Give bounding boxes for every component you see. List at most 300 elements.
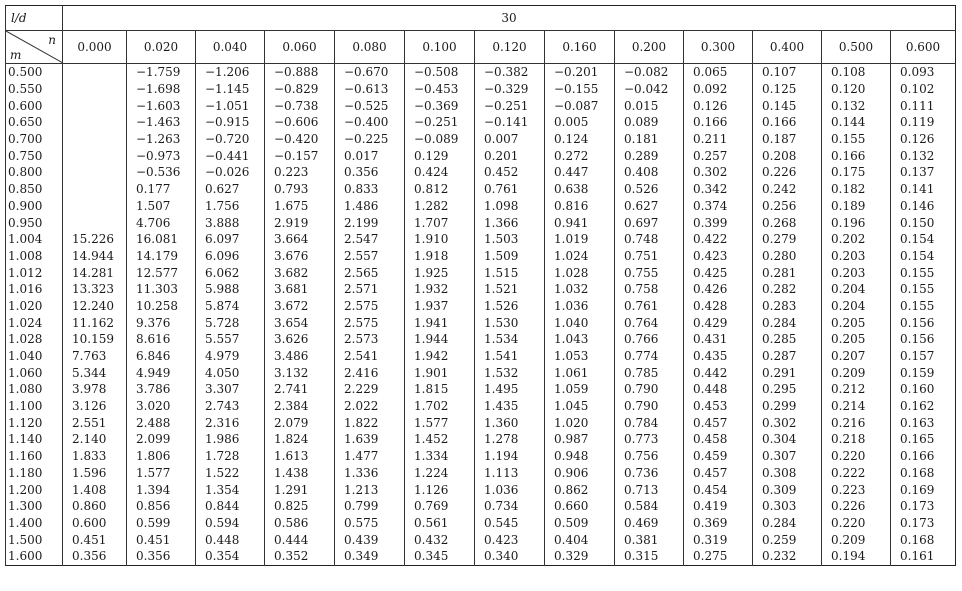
table-cell: 0.457 (684, 465, 753, 482)
table-cell: −0.536 (127, 164, 196, 181)
table-cell: 0.157 (891, 348, 956, 365)
table-cell: −0.508 (405, 64, 475, 81)
table-cell: 0.232 (753, 548, 822, 565)
table-cell: 1.019 (545, 231, 615, 248)
table-cell: 2.488 (127, 414, 196, 431)
table-cell: 0.166 (822, 147, 891, 164)
n-header-cell: 0.300 (684, 31, 753, 64)
table-cell: 0.736 (615, 465, 684, 482)
table-cell: 0.092 (684, 81, 753, 98)
table-cell: 1.639 (335, 431, 405, 448)
table-cell: 0.093 (891, 64, 956, 81)
table-cell: 0.209 (822, 531, 891, 548)
table-cell: 0.784 (615, 414, 684, 431)
table-cell: −0.201 (545, 64, 615, 81)
table-cell: 0.860 (63, 498, 127, 515)
table-cell: 2.551 (63, 414, 127, 431)
table-cell: 10.258 (127, 298, 196, 315)
table-cell: 1.756 (196, 198, 265, 215)
table-cell: 3.682 (265, 264, 335, 281)
table-cell: 0.160 (891, 381, 956, 398)
table-cell: 1.521 (475, 281, 545, 298)
table-cell: 0.111 (891, 97, 956, 114)
table-cell: 0.145 (753, 97, 822, 114)
table-cell: 0.223 (822, 481, 891, 498)
table-cell: 3.681 (265, 281, 335, 298)
table-cell: 4.706 (127, 214, 196, 231)
table-cell: 1.824 (265, 431, 335, 448)
table-cell: 2.565 (335, 264, 405, 281)
table-cell: 1.394 (127, 481, 196, 498)
table-cell: 1.932 (405, 281, 475, 298)
table-cell: 2.229 (335, 381, 405, 398)
table-cell: 0.226 (753, 164, 822, 181)
table-cell: 3.664 (265, 231, 335, 248)
table-cell: 0.203 (822, 264, 891, 281)
table-cell: 1.707 (405, 214, 475, 231)
m-value-cell: 0.950 (6, 214, 63, 231)
table-cell: 1.833 (63, 448, 127, 465)
table-cell: 0.444 (265, 531, 335, 548)
table-cell: 1.354 (196, 481, 265, 498)
table-cell: −0.613 (335, 81, 405, 98)
table-cell: −1.145 (196, 81, 265, 98)
table-cell: 0.354 (196, 548, 265, 565)
table-cell: 0.214 (822, 398, 891, 415)
table-cell: 10.159 (63, 331, 127, 348)
table-cell: 2.557 (335, 248, 405, 265)
table-cell: 0.257 (684, 147, 753, 164)
table-cell: −0.525 (335, 97, 405, 114)
table-cell: 0.408 (615, 164, 684, 181)
table-cell: 0.202 (822, 231, 891, 248)
table-cell: 2.199 (335, 214, 405, 231)
table-cell: 0.168 (891, 531, 956, 548)
table-cell: 1.925 (405, 264, 475, 281)
table-cell: 1.126 (405, 481, 475, 498)
table-cell: 0.259 (753, 531, 822, 548)
table-cell: −1.603 (127, 97, 196, 114)
table-cell: 0.435 (684, 348, 753, 365)
table-row (6, 448, 956, 465)
m-value-cell: 1.024 (6, 314, 63, 331)
table-cell: 1.061 (545, 364, 615, 381)
table-cell: 11.162 (63, 314, 127, 331)
table-cell: 0.308 (753, 465, 822, 482)
table-cell: −1.263 (127, 131, 196, 148)
table-cell: 1.901 (405, 364, 475, 381)
table-cell: 2.079 (265, 414, 335, 431)
table-cell: 0.356 (127, 548, 196, 565)
table-cell: 15.226 (63, 231, 127, 248)
table-cell: 1.526 (475, 298, 545, 315)
table-cell: −0.087 (545, 97, 615, 114)
table-cell: −0.157 (265, 147, 335, 164)
table-row (6, 97, 956, 114)
table-cell: 1.438 (265, 465, 335, 482)
table-cell: 0.209 (822, 364, 891, 381)
table-cell: 5.344 (63, 364, 127, 381)
table-cell: 1.910 (405, 231, 475, 248)
table-cell: 0.761 (615, 298, 684, 315)
table-cell: 0.309 (753, 481, 822, 498)
table-cell: 0.600 (63, 515, 127, 532)
table-cell: 0.177 (127, 181, 196, 198)
table-cell (63, 131, 127, 148)
table-row (6, 214, 956, 231)
table-cell: 3.676 (265, 248, 335, 265)
table-cell: 0.102 (891, 81, 956, 98)
table-cell: 0.299 (753, 398, 822, 415)
m-value-cell: 0.650 (6, 114, 63, 131)
table-cell: 0.166 (753, 114, 822, 131)
table-cell: 0.129 (405, 147, 475, 164)
table-cell: 1.530 (475, 314, 545, 331)
table-cell: 0.287 (753, 348, 822, 365)
table-cell: −0.829 (265, 81, 335, 98)
m-value-cell: 1.080 (6, 381, 63, 398)
table-cell: 0.304 (753, 431, 822, 448)
m-value-cell: 1.160 (6, 448, 63, 465)
m-value-cell: 0.900 (6, 198, 63, 215)
table-cell: 0.283 (753, 298, 822, 315)
table-cell: 0.586 (265, 515, 335, 532)
table-cell: 1.477 (335, 448, 405, 465)
table-cell: 0.181 (615, 131, 684, 148)
table-cell: 1.036 (545, 298, 615, 315)
table-cell: 0.137 (891, 164, 956, 181)
table-cell: 0.166 (684, 114, 753, 131)
header-row-ld (6, 6, 956, 31)
m-value-cell: 1.180 (6, 465, 63, 482)
table-cell: −0.155 (545, 81, 615, 98)
table-cell: 1.452 (405, 431, 475, 448)
table-cell: 14.281 (63, 264, 127, 281)
table-cell: 0.205 (822, 314, 891, 331)
table-row (6, 431, 956, 448)
table-cell: 0.329 (545, 548, 615, 565)
table-cell (63, 147, 127, 164)
table-cell (63, 81, 127, 98)
table-cell: 0.352 (265, 548, 335, 565)
header-row-n (6, 31, 956, 64)
table-row (6, 414, 956, 431)
table-cell: 2.140 (63, 431, 127, 448)
table-cell: 0.211 (684, 131, 753, 148)
table-cell: −0.082 (615, 64, 684, 81)
n-header-cell: 0.200 (615, 31, 684, 64)
table-cell: 0.764 (615, 314, 684, 331)
table-cell: 4.050 (196, 364, 265, 381)
table-cell (63, 97, 127, 114)
table-cell: 5.557 (196, 331, 265, 348)
m-value-cell: 1.008 (6, 248, 63, 265)
n-symbol: n (48, 33, 56, 47)
table-cell: 0.790 (615, 398, 684, 415)
table-cell: 0.182 (822, 181, 891, 198)
table-cell: −0.888 (265, 64, 335, 81)
table-cell: −0.329 (475, 81, 545, 98)
table-cell: 0.168 (891, 465, 956, 482)
table-cell: −0.141 (475, 114, 545, 131)
table-cell: 3.307 (196, 381, 265, 398)
table-cell: 0.120 (822, 81, 891, 98)
table-cell: 0.165 (891, 431, 956, 448)
table-cell: −1.759 (127, 64, 196, 81)
table-cell: 2.741 (265, 381, 335, 398)
table-cell: 12.577 (127, 264, 196, 281)
n-header-cell: 0.000 (63, 31, 127, 64)
table-cell: 7.763 (63, 348, 127, 365)
table-cell: 0.201 (475, 147, 545, 164)
table-cell: 1.040 (545, 314, 615, 331)
table-cell: −1.051 (196, 97, 265, 114)
table-row (6, 515, 956, 532)
table-cell: −0.738 (265, 97, 335, 114)
n-header-cell: 0.400 (753, 31, 822, 64)
table-cell: 1.577 (405, 414, 475, 431)
table-cell: 0.205 (822, 331, 891, 348)
table-cell: 0.132 (891, 147, 956, 164)
table-cell: 0.816 (545, 198, 615, 215)
n-header-cell: 0.160 (545, 31, 615, 64)
table-cell: 0.194 (822, 548, 891, 565)
table-row (6, 231, 956, 248)
table-cell: 0.369 (684, 515, 753, 532)
table-cell: 0.756 (615, 448, 684, 465)
table-cell: −1.206 (196, 64, 265, 81)
n-header-cell: 0.500 (822, 31, 891, 64)
table-cell (63, 64, 127, 81)
table-cell: 0.150 (891, 214, 956, 231)
ld-value-header: 30 (63, 6, 956, 31)
table-cell: 0.431 (684, 331, 753, 348)
table-cell: 16.081 (127, 231, 196, 248)
table-cell: 0.226 (822, 498, 891, 515)
m-value-cell: 1.300 (6, 498, 63, 515)
table-cell: 1.278 (475, 431, 545, 448)
table-cell: 1.806 (127, 448, 196, 465)
table-cell: 6.097 (196, 231, 265, 248)
table-cell: 0.755 (615, 264, 684, 281)
table-cell: 0.204 (822, 298, 891, 315)
coefficient-table (5, 5, 956, 566)
table-cell: 0.220 (822, 515, 891, 532)
table-cell: 0.424 (405, 164, 475, 181)
m-value-cell: 1.100 (6, 398, 63, 415)
table-cell: 2.573 (335, 331, 405, 348)
table-cell: 0.452 (475, 164, 545, 181)
table-cell: 0.279 (753, 231, 822, 248)
table-cell: 0.799 (335, 498, 405, 515)
table-cell: 0.509 (545, 515, 615, 532)
table-cell: 0.423 (684, 248, 753, 265)
m-value-cell: 1.028 (6, 331, 63, 348)
table-cell: 0.161 (891, 548, 956, 565)
table-cell: 1.334 (405, 448, 475, 465)
table-row (6, 281, 956, 298)
table-cell: 2.022 (335, 398, 405, 415)
table-cell: 0.451 (63, 531, 127, 548)
table-cell: 1.036 (475, 481, 545, 498)
table-cell: 0.453 (684, 398, 753, 415)
table-cell: 0.948 (545, 448, 615, 465)
table-cell: 0.242 (753, 181, 822, 198)
table-cell: −0.400 (335, 114, 405, 131)
table-cell: 0.155 (822, 131, 891, 148)
table-row (6, 181, 956, 198)
table-cell: 0.154 (891, 248, 956, 265)
table-cell: 0.208 (753, 147, 822, 164)
table-cell: 0.627 (196, 181, 265, 198)
table-cell: 2.384 (265, 398, 335, 415)
table-cell: 0.790 (615, 381, 684, 398)
m-value-cell: 0.750 (6, 147, 63, 164)
table-cell: −0.720 (196, 131, 265, 148)
table-cell: 0.793 (265, 181, 335, 198)
table-cell: −0.670 (335, 64, 405, 81)
table-cell: −1.698 (127, 81, 196, 98)
table-cell: 0.203 (822, 248, 891, 265)
table-cell: 0.457 (684, 414, 753, 431)
n-header-cell: 0.020 (127, 31, 196, 64)
table-cell: 1.032 (545, 281, 615, 298)
table-row (6, 364, 956, 381)
table-cell: −0.089 (405, 131, 475, 148)
table-row (6, 348, 956, 365)
table-cell: 9.376 (127, 314, 196, 331)
table-cell: 0.141 (891, 181, 956, 198)
table-row (6, 81, 956, 98)
table-row (6, 398, 956, 415)
table-cell: 0.941 (545, 214, 615, 231)
table-cell: 0.159 (891, 364, 956, 381)
table-cell: 1.577 (127, 465, 196, 482)
table-row (6, 298, 956, 315)
table-cell: 0.748 (615, 231, 684, 248)
table-cell: 0.204 (822, 281, 891, 298)
m-symbol: m (10, 48, 22, 62)
table-cell: 1.336 (335, 465, 405, 482)
table-cell: 0.345 (405, 548, 475, 565)
table-cell: −0.225 (335, 131, 405, 148)
n-header-cell: 0.080 (335, 31, 405, 64)
table-row (6, 264, 956, 281)
table-cell: 1.596 (63, 465, 127, 482)
table-cell: 0.774 (615, 348, 684, 365)
table-cell: 1.532 (475, 364, 545, 381)
table-cell: 0.005 (545, 114, 615, 131)
table-cell: 2.919 (265, 214, 335, 231)
table-row (6, 198, 956, 215)
table-cell: 0.173 (891, 515, 956, 532)
n-header-cell: 0.600 (891, 31, 956, 64)
table-row (6, 131, 956, 148)
table-cell: 0.442 (684, 364, 753, 381)
table-cell: 0.451 (127, 531, 196, 548)
table-cell: 5.988 (196, 281, 265, 298)
table-cell: 0.173 (891, 498, 956, 515)
table-cell: 0.734 (475, 498, 545, 515)
table-cell: 0.825 (265, 498, 335, 515)
table-cell: 3.654 (265, 314, 335, 331)
m-value-cell: 1.012 (6, 264, 63, 281)
table-cell: 0.862 (545, 481, 615, 498)
table-cell: 0.987 (545, 431, 615, 448)
table-cell: 0.272 (545, 147, 615, 164)
table-cell: 1.503 (475, 231, 545, 248)
table-row (6, 64, 956, 81)
table-cell: 0.156 (891, 331, 956, 348)
table-cell: 0.627 (615, 198, 684, 215)
table-cell: 0.291 (753, 364, 822, 381)
table-cell: 3.786 (127, 381, 196, 398)
table-cell: 5.728 (196, 314, 265, 331)
table-cell: −0.026 (196, 164, 265, 181)
m-value-cell: 1.060 (6, 364, 63, 381)
table-cell: 1.020 (545, 414, 615, 431)
table-cell: 0.166 (891, 448, 956, 465)
table-cell: 1.366 (475, 214, 545, 231)
table-cell: 0.007 (475, 131, 545, 148)
table-cell: −0.915 (196, 114, 265, 131)
table-cell: 1.937 (405, 298, 475, 315)
table-cell: −0.420 (265, 131, 335, 148)
table-row (6, 248, 956, 265)
table-cell: 0.303 (753, 498, 822, 515)
table-cell: 4.949 (127, 364, 196, 381)
table-cell: 0.812 (405, 181, 475, 198)
m-value-cell: 1.500 (6, 531, 63, 548)
table-cell: 3.978 (63, 381, 127, 398)
table-cell: 14.944 (63, 248, 127, 265)
table-cell: −0.251 (475, 97, 545, 114)
table-cell: 0.856 (127, 498, 196, 515)
table-cell: 5.874 (196, 298, 265, 315)
table-cell: 1.918 (405, 248, 475, 265)
table-cell: 0.175 (822, 164, 891, 181)
table-cell: 1.702 (405, 398, 475, 415)
table-cell: 6.062 (196, 264, 265, 281)
table-cell: 0.284 (753, 314, 822, 331)
table-cell: 0.126 (891, 131, 956, 148)
table-cell: 0.432 (405, 531, 475, 548)
table-cell: 0.422 (684, 231, 753, 248)
table-cell: 0.155 (891, 281, 956, 298)
table-cell: 1.942 (405, 348, 475, 365)
table-cell: 1.360 (475, 414, 545, 431)
table-cell: 0.356 (335, 164, 405, 181)
table-cell: 2.743 (196, 398, 265, 415)
table-cell: 0.315 (615, 548, 684, 565)
table-cell: 0.340 (475, 548, 545, 565)
table-cell: 2.547 (335, 231, 405, 248)
table-cell: 3.672 (265, 298, 335, 315)
table-cell: −0.973 (127, 147, 196, 164)
table-cell: 2.571 (335, 281, 405, 298)
table-cell: 0.307 (753, 448, 822, 465)
table-cell: 2.541 (335, 348, 405, 365)
table-cell: 0.162 (891, 398, 956, 415)
table-cell: 0.156 (891, 314, 956, 331)
table-cell: 0.132 (822, 97, 891, 114)
table-cell: 0.155 (891, 298, 956, 315)
table-cell: 0.545 (475, 515, 545, 532)
table-cell: 0.423 (475, 531, 545, 548)
table-cell: 0.196 (822, 214, 891, 231)
table-cell: 0.751 (615, 248, 684, 265)
table-cell: 0.319 (684, 531, 753, 548)
